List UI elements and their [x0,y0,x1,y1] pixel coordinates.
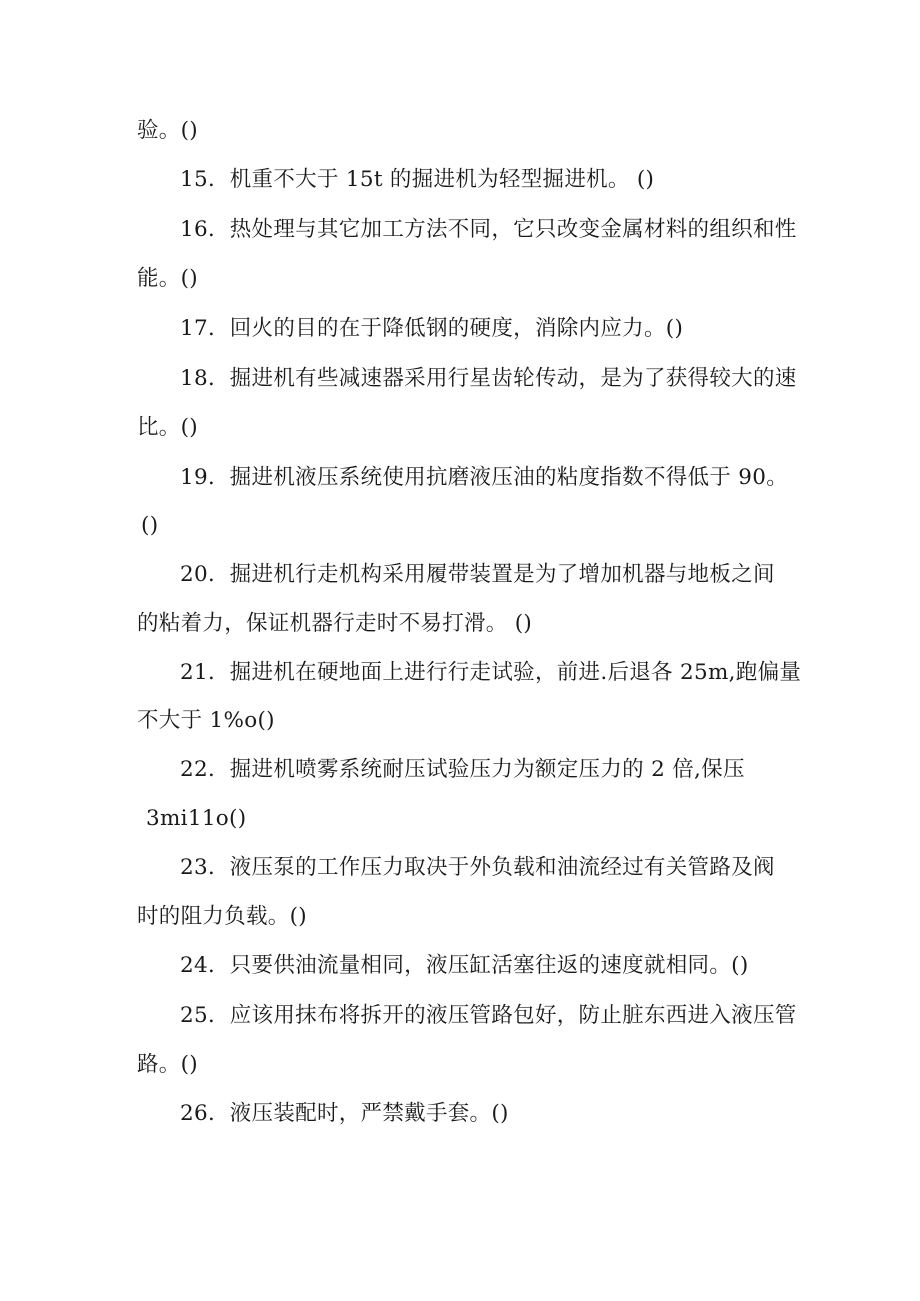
text-line [0,506,920,546]
text-line [0,1045,920,1085]
line-text: 验。() [137,118,198,143]
line-text: 24．只要供油流量相同，液压缸活塞往返的速度就相同。() [180,953,749,978]
question-24 [0,946,920,986]
line-text: 路。() [137,1052,198,1077]
question-20 [0,555,920,595]
line-text: () [141,513,159,538]
line-text: 26．液压装配时，严禁戴手套。() [180,1101,509,1126]
question-26 [0,1094,920,1134]
line-text: 21．掘进机在硬地面上进行行走试验，前进.后退各 25m,跑偏量 [180,660,802,685]
line-text: 23．液压泵的工作压力取决于外负载和油流经过有关管路及阀 [180,855,775,880]
line-text: 能。() [137,266,198,291]
question-22 [0,750,920,790]
question-18 [0,359,920,399]
line-text: 20．掘进机行走机构采用履带装置是为了增加机器与地板之间 [180,562,775,587]
text-line [0,897,920,937]
line-text: 16．热处理与其它加工方法不同，它只改变金属材料的组织和性 [180,217,797,242]
line-text: 的粘着力，保证机器行走时不易打滑。 () [137,611,533,636]
question-16 [0,210,920,250]
question-25 [0,996,920,1036]
line-text: 15．机重不大于 15t 的掘进机为轻型掘进机。 () [180,167,655,192]
question-23 [0,848,920,888]
line-text: 时的阻力负载。() [137,904,307,929]
line-text: 18．掘进机有些减速器采用行星齿轮传动，是为了获得较大的速 [180,366,797,391]
text-line [0,259,920,299]
question-21 [0,653,920,693]
text-line [0,799,920,839]
text-line [0,111,920,151]
line-text: 不大于 1%o() [137,708,275,733]
text-line [0,604,920,644]
line-text: 17．回火的目的在于降低钢的硬度，消除内应力。() [180,316,684,341]
line-text: 3mi11o() [146,806,247,831]
text-line [0,408,920,448]
line-text: 22．掘进机喷雾系统耐压试验压力为额定压力的 2 倍,保压 [180,757,745,782]
line-text: 19．掘进机液压系统使用抗磨液压油的粘度指数不得低于 90。 [180,465,789,490]
text-line [0,701,920,741]
line-text: 比。() [137,415,198,440]
line-text: 25．应该用抹布将拆开的液压管路包好，防止脏东西进入液压管 [180,1003,797,1028]
question-15 [0,160,920,200]
question-19 [0,458,920,498]
question-17 [0,309,920,349]
